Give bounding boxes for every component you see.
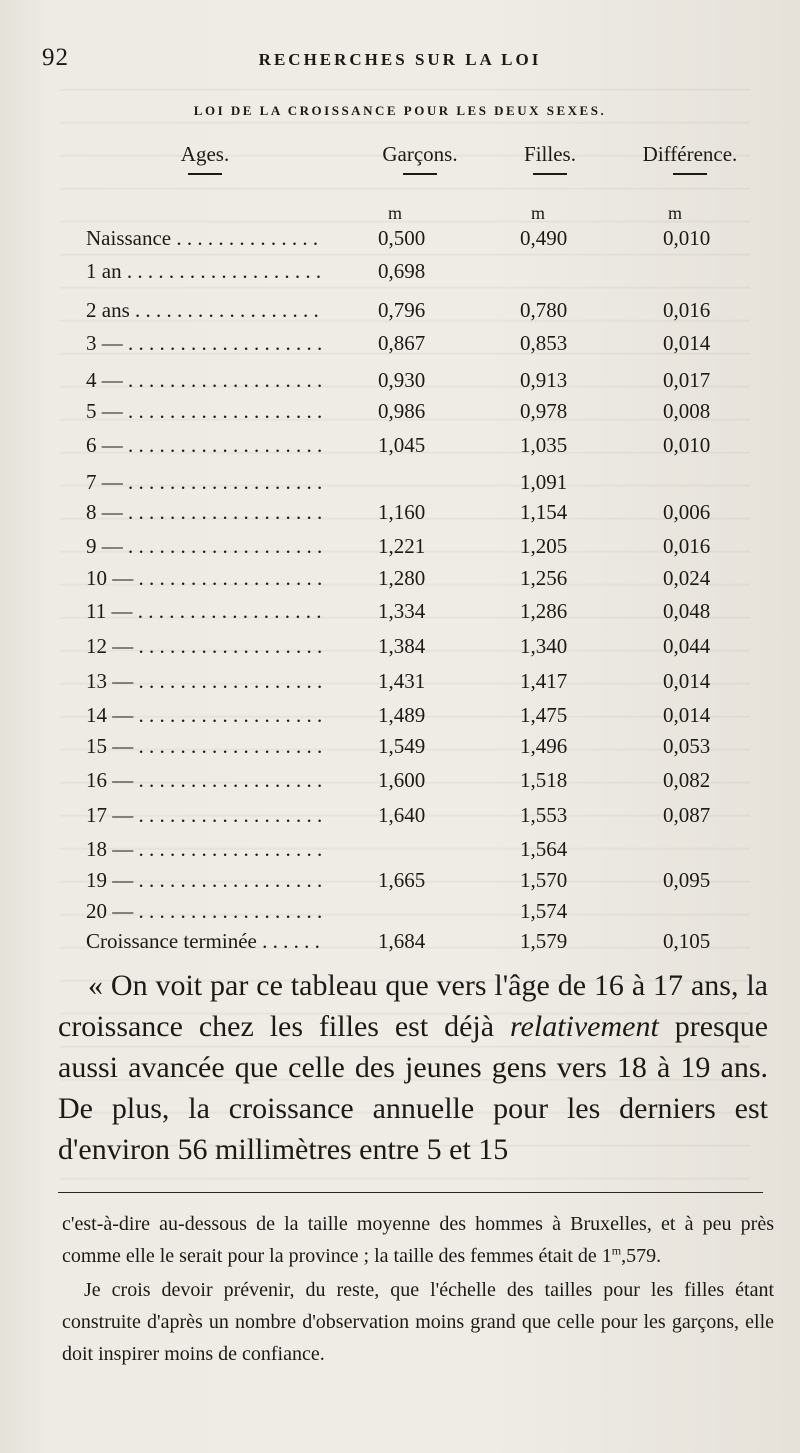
difference-cell: 0,006 xyxy=(663,500,711,524)
age-cell: 7 — . . . xyxy=(86,470,324,495)
table-row xyxy=(0,470,800,504)
page-number: 92 xyxy=(42,44,69,71)
garcons-cell: 1,280 xyxy=(378,566,426,590)
garcons-cell: 1,045 xyxy=(378,433,426,457)
age-cell: 19 — . . . xyxy=(86,868,324,893)
garcons-cell: 0,930 xyxy=(378,368,426,392)
garcons-cell: 0,867 xyxy=(378,331,426,355)
garcons-cell: 0,796 xyxy=(378,298,426,322)
age-cell: 9 — . . . xyxy=(86,534,324,559)
unit-label: m xyxy=(530,203,545,223)
table-row xyxy=(0,899,800,933)
footnote xyxy=(62,1208,774,1370)
filles-cell: 1,417 xyxy=(520,669,568,693)
age-cell: 11 — . . . xyxy=(86,599,324,624)
filles-cell: 0,978 xyxy=(520,399,568,423)
age-cell: 12 — . . . xyxy=(86,634,324,659)
garcons-cell: 1,549 xyxy=(378,734,426,758)
table-row xyxy=(0,803,800,837)
filles-cell: 1,091 xyxy=(520,470,568,494)
age-cell: 4 — . . . xyxy=(86,368,324,393)
age-cell: 8 — . . . xyxy=(86,500,324,525)
table-row xyxy=(0,259,800,293)
filles-cell: 1,553 xyxy=(520,803,568,827)
age-cell: Croissance terminée . . . xyxy=(86,929,324,954)
table-title: LOI DE LA CROISSANCE POUR LES DEUX SEXES. xyxy=(193,103,607,118)
age-cell: 17 — . . . xyxy=(86,803,324,828)
table-row xyxy=(0,368,800,402)
header-label: Filles. xyxy=(524,142,576,166)
table-row xyxy=(0,399,800,433)
difference-cell: 0,105 xyxy=(663,929,711,953)
filles-cell: 1,518 xyxy=(520,768,568,792)
header-rule xyxy=(403,173,437,175)
garcons-cell: 1,665 xyxy=(378,868,426,892)
difference-cell: 0,016 xyxy=(663,298,711,322)
age-cell: 1 an . . . xyxy=(86,259,324,284)
filles-cell: 1,570 xyxy=(520,868,568,892)
garcons-cell: 1,334 xyxy=(378,599,426,623)
filles-cell: 1,496 xyxy=(520,734,568,758)
difference-cell: 0,010 xyxy=(663,226,711,250)
table-row xyxy=(0,868,800,902)
garcons-cell: 0,698 xyxy=(378,259,426,283)
header-rule xyxy=(673,173,707,175)
garcons-cell: 1,384 xyxy=(378,634,426,658)
table-row xyxy=(0,226,800,260)
difference-cell: 0,048 xyxy=(663,599,711,623)
age-cell: Naissance . . . xyxy=(86,226,324,251)
age-cell: 6 — . . . xyxy=(86,433,324,458)
filles-cell: 1,564 xyxy=(520,837,568,861)
age-cell: 5 — . . . xyxy=(86,399,324,424)
age-cell: 18 — . . . xyxy=(86,837,324,862)
table-row xyxy=(0,634,800,668)
header-label: Ages. xyxy=(180,142,230,166)
age-cell: 13 — . . . xyxy=(86,669,324,694)
table-row xyxy=(0,534,800,568)
table-row xyxy=(0,298,800,332)
filles-cell: 1,574 xyxy=(520,899,568,923)
filles-cell: 1,256 xyxy=(520,566,568,590)
difference-cell: 0,010 xyxy=(663,433,711,457)
difference-cell: 0,024 xyxy=(663,566,711,590)
table-row xyxy=(0,599,800,633)
difference-cell: 0,008 xyxy=(663,399,711,423)
footnote-paragraph: Je crois devoir prévenir, du reste, que l'échelle des tailles pour les filles étant construite d'après un nombre d'observation moins grand que celle pour les garçons, elle doit inspirer moins de confiance. xyxy=(62,1279,774,1365)
table-row xyxy=(0,929,800,963)
table-row xyxy=(0,703,800,737)
header-rule xyxy=(188,173,222,175)
filles-cell: 1,340 xyxy=(520,634,568,658)
table-row xyxy=(0,669,800,703)
filles-cell: 1,579 xyxy=(520,929,568,953)
unit-label: m xyxy=(667,203,682,223)
garcons-cell: 1,600 xyxy=(378,768,426,792)
filles-cell: 0,853 xyxy=(520,331,568,355)
difference-cell: 0,044 xyxy=(663,634,711,658)
table-row xyxy=(0,768,800,802)
body-paragraph xyxy=(58,965,768,1170)
table-row xyxy=(0,566,800,600)
column-header-garcons xyxy=(360,142,480,175)
garcons-cell: 1,489 xyxy=(378,703,426,727)
difference-cell: 0,053 xyxy=(663,734,711,758)
italic-word: relativement xyxy=(509,1010,659,1043)
garcons-cell: 1,431 xyxy=(378,669,426,693)
difference-cell: 0,014 xyxy=(663,703,711,727)
filles-cell: 1,154 xyxy=(520,500,568,524)
age-cell: 15 — . . . xyxy=(86,734,324,759)
table-row xyxy=(0,500,800,534)
age-cell: 16 — . . . xyxy=(86,768,324,793)
filles-cell: 0,913 xyxy=(520,368,568,392)
column-header-ages xyxy=(155,142,255,175)
garcons-cell: 0,986 xyxy=(378,399,426,423)
difference-cell: 0,017 xyxy=(663,368,711,392)
difference-cell: 0,014 xyxy=(663,669,711,693)
table-row xyxy=(0,433,800,467)
difference-cell: 0,095 xyxy=(663,868,711,892)
unit-label: m xyxy=(387,203,402,223)
column-header-filles xyxy=(500,142,600,175)
difference-cell: 0,016 xyxy=(663,534,711,558)
filles-cell: 1,205 xyxy=(520,534,568,558)
filles-cell: 1,475 xyxy=(520,703,568,727)
age-cell: 2 ans . . . xyxy=(86,298,324,323)
footnote-rule xyxy=(58,1192,763,1193)
age-cell: 14 — . . . xyxy=(86,703,324,728)
garcons-cell: 1,640 xyxy=(378,803,426,827)
column-header-difference xyxy=(620,142,760,175)
filles-cell: 0,780 xyxy=(520,298,568,322)
header-label: Différence. xyxy=(642,142,738,166)
header-rule xyxy=(533,173,567,175)
difference-cell: 0,082 xyxy=(663,768,711,792)
difference-cell: 0,014 xyxy=(663,331,711,355)
filles-cell: 0,490 xyxy=(520,226,568,250)
footnote-paragraph: c'est-à-dire au-dessous de la taille moyenne des hommes à Bruxelles, et à peu près comme elle le serait pour la province ; la taille des femmes était de 1$^m$,579. xyxy=(62,1213,774,1267)
header-label: Garçons. xyxy=(382,142,458,166)
table-row xyxy=(0,331,800,365)
garcons-cell: 0,500 xyxy=(378,226,426,250)
difference-cell: 0,087 xyxy=(663,803,711,827)
table-row xyxy=(0,734,800,768)
garcons-cell: 1,160 xyxy=(378,500,426,524)
age-cell: 3 — . . . xyxy=(86,331,324,356)
running-head: RECHERCHES SUR LA LOI xyxy=(258,50,542,69)
age-cell: 20 — . . . xyxy=(86,899,324,924)
filles-cell: 1,286 xyxy=(520,599,568,623)
age-cell: 10 — . . . xyxy=(86,566,324,591)
garcons-cell: 1,684 xyxy=(378,929,426,953)
paragraph-text: « On voit par ce tableau que vers l'âge de 16 à 17 ans, la croissance chez les filles est déjà relativement presque aussi avancée que celle des jeunes gens vers 18 à 19 ans. De plus, la croissance annuelle pour les derniers est d'environ 56 millimètres entre 5 et 15 xyxy=(58,969,769,1166)
garcons-cell: 1,221 xyxy=(378,534,426,558)
table-row xyxy=(0,837,800,871)
filles-cell: 1,035 xyxy=(520,433,568,457)
